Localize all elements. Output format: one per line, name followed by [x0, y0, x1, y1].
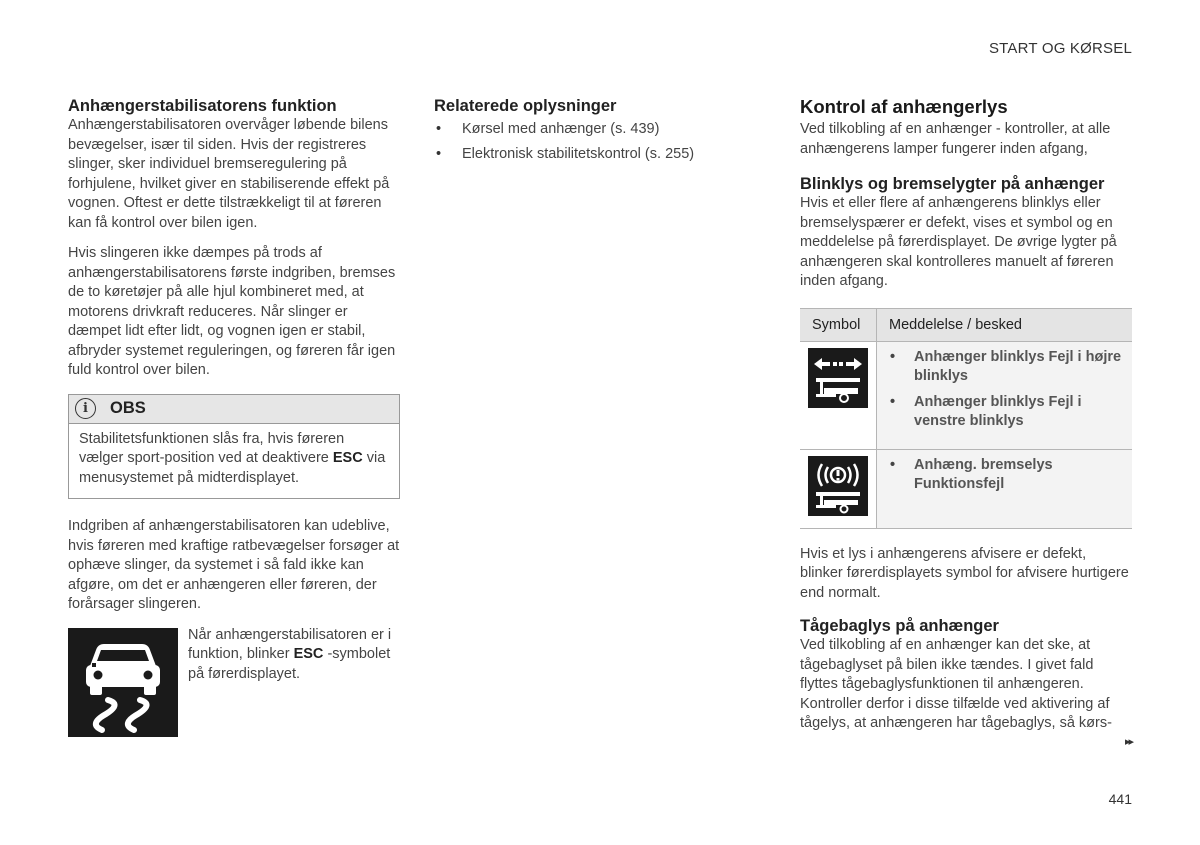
paragraph: Hvis slingeren ikke dæmpes på trods af anhængerstabilisatorens første indgriben, bremses de to køretøjer på alle hjul kombineret med, at motorens drivkraft reduceres. Når slinger er dæmpet lidt efter lidt, og vognen igen er stabil, afbryder systemet reguleringen, og føreren får igen fuld kontrol over bilen. [68, 245, 396, 378]
message-item: • Anhæng. bremselys Funktionsfejl [878, 456, 1125, 495]
table-row [800, 449, 1132, 528]
trailer-brake-light-icon [808, 456, 868, 516]
table-row [800, 341, 1132, 449]
trailer-turn-signal-icon [808, 348, 868, 408]
section-header: START OG KØRSEL [988, 40, 1132, 57]
paragraph: Hvis et lys i anhængerens afvisere er defekt, blinker førerdisplayets symbol for afvisere hurtigere end normalt. [800, 545, 1129, 601]
column-middle [434, 96, 764, 169]
obs-text-part: Stabilitetsfunktionen slås fra, hvis føreren vælger sport-position ved at deaktivere [79, 430, 345, 466]
obs-header [69, 395, 399, 424]
esc-symbol-row [68, 628, 400, 737]
obs-text-part: via menusystemet på midterdisplayet. [79, 450, 386, 486]
paragraph: Ved tilkobling af en anhænger - kontroller, at alle anhængerens lamper fungerer inden afgang, [800, 121, 1111, 157]
heading-turn-brake-lights: Blinklys og bremselygter på anhænger [800, 175, 1105, 193]
message-list [878, 451, 1131, 511]
column-left [68, 96, 400, 737]
related-link-trailer-driving[interactable]: • Kørsel med anhænger (s. 439) [434, 120, 764, 140]
paragraph: Indgriben af anhængerstabilisatoren kan udeblive, hvis føreren med kraftige ratbevægelser forsøger at ophæve slinger, da systemet i så fald ikke kan afgøre, om det er anhængeren eller føreren, der forårsager slingeren. [68, 518, 400, 612]
heading-trailer-lights: Kontrol af anhængerlys [800, 96, 1008, 117]
obs-note-box [68, 394, 400, 500]
message-item: • Anhænger blinklys Fejl i højre blinklys [878, 348, 1125, 387]
heading-stabilizer-function: Anhængerstabilisatorens funktion [68, 97, 337, 115]
table-header-message: Meddelelse / besked [877, 308, 1133, 341]
esc-note-text [188, 626, 400, 737]
esc-label: ESC [332, 450, 363, 466]
esc-label: ESC [293, 646, 324, 662]
esc-note-part: Når anhængerstabilisatoren er i funktion, blinker [188, 626, 392, 662]
heading-fog-light: Tågebaglys på anhænger [800, 617, 999, 635]
paragraph: Hvis et eller flere af anhængerens blinklys eller bremselyspærer er defekt, vises et symbol og en meddelelse på førerdisplayet. De øvrige lygter på anhængeren skal kontrolleres manuelt af føreren inden afgang. [800, 195, 1117, 289]
related-links-list [434, 120, 764, 164]
continue-marker-icon: ▸▸ [1124, 736, 1132, 748]
info-icon: i [75, 398, 96, 419]
column-right [800, 96, 1132, 734]
heading-related-info: Relaterede oplysninger [434, 97, 617, 115]
related-link-stability-control[interactable]: • Elektronisk stabilitetskontrol (s. 255) [434, 145, 764, 165]
message-list [878, 343, 1131, 448]
paragraph: Ved tilkobling af en anhænger kan det ske, at tågebaglyset på bilen ikke tændes. I givet fald flyttes tågebaglysfunktionen til anhængeren. Kontroller derfor i disse tilfælde ved aktivering af tågelys, at anhængeren har tågebaglys, så kørs- [800, 637, 1112, 731]
esc-skid-car-icon [68, 628, 178, 737]
table-header-symbol: Symbol [800, 308, 877, 341]
message-item: • Anhænger blinklys Fejl i venstre blinklys [878, 393, 1125, 432]
paragraph: Anhængerstabilisatoren overvåger løbende bilens bevægelser, især til siden. Hvis der registreres slinger, sker individuel bremseregulering på forhjulene, hvilket giver en stabiliserende effekt på vognen. Oftest er dette tilstrækkeligt til at føreren kan få kontrol over bilen igen. [68, 117, 390, 231]
page-number: 441 [1108, 791, 1132, 807]
esc-note-part: -symbolet på førerdisplayet. [188, 646, 391, 682]
symbol-message-table [800, 308, 1132, 529]
obs-title: OBS [110, 399, 146, 417]
obs-text [79, 430, 389, 489]
